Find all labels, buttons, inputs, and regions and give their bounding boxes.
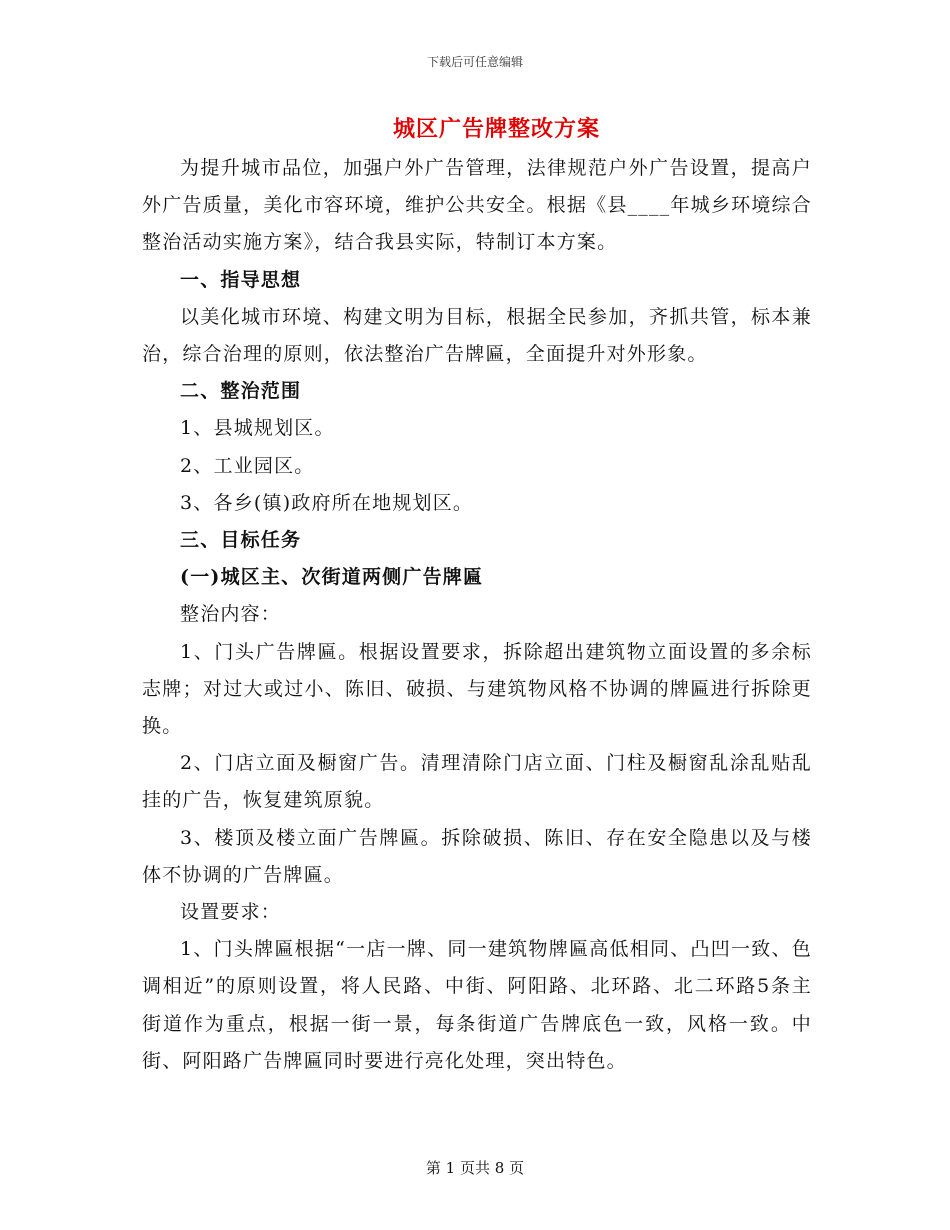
body-paragraph: 以美化城市环境、构建文明为目标，根据全民参加，齐抓共管，标本兼治，综合治理的原则，依法整治广告牌匾，全面提升对外形象。: [142, 305, 812, 366]
page-number: 第 1 页共 8 页: [425, 1159, 525, 1177]
list-item: 1、县城规划区。: [180, 417, 335, 440]
document-title: 城区广告牌整改方案: [392, 116, 600, 142]
section-heading-guiding-ideology: 一、指导思想: [180, 268, 302, 291]
label-paragraph: 设置要求：: [180, 901, 282, 924]
header-note: 下载后可任意编辑: [426, 55, 523, 69]
section-heading-tasks: 三、目标任务: [180, 529, 302, 552]
list-item: 1、门头牌匾根据“一店一牌、同一建筑物牌匾高低相同、凸凹一致、色调相近”的原则设置，将人民路、中街、阿阳路、北环路、北二环路5条主街道作为重点，根据一街一景，每条街道广告牌底色一致，风格一致。中街、阿阳路广告牌匾同时要进行亮化处理，突出特色。: [142, 938, 812, 1072]
document-body: [142, 150, 812, 1080]
list-item: 2、门店立面及橱窗广告。清理清除门店立面、门柱及橱窗乱涂乱贴乱挂的广告，恢复建筑原貌。: [142, 752, 812, 812]
section-heading-scope: 二、整治范围: [180, 380, 302, 403]
list-item: 3、楼顶及楼立面广告牌匾。拆除破损、陈旧、存在安全隐患以及与楼体不协调的广告牌匾。: [142, 826, 812, 886]
list-item: 1、门头广告牌匾。根据设置要求，拆除超出建筑物立面设置的多余标志牌；对过大或过小、陈旧、破损、与建筑物风格不协调的牌匾进行拆除更换。: [142, 640, 812, 738]
list-item: 2、工业园区。: [180, 454, 315, 477]
subsection-heading-street-signs: (一)城区主、次街道两侧广告牌匾: [180, 566, 484, 589]
list-item: 3、各乡(镇)政府所在地规划区。: [180, 491, 474, 514]
intro-paragraph: 为提升城市品位，加强户外广告管理，法律规范户外广告设置，提高户外广告质量，美化市容环境，维护公共安全。根据《县____年城乡环境综合整治活动实施方案》，结合我县实际，特制订本方案。: [142, 157, 812, 254]
label-paragraph: 整治内容：: [180, 603, 282, 626]
